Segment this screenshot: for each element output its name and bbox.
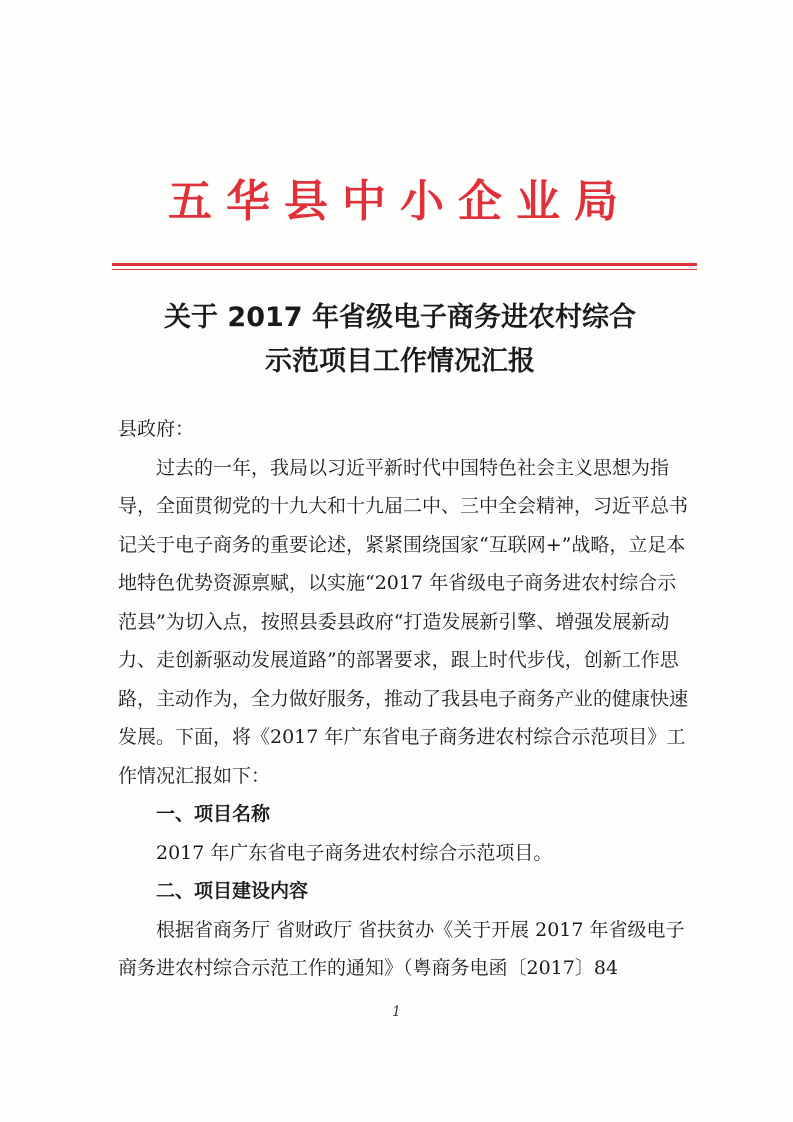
section-heading: 一、项目名称 [156,803,271,825]
letterhead-org-name: 五华县中小企业局 [168,176,632,227]
document-title [110,296,690,384]
salutation: 县政府： [118,418,195,440]
page-number: 1 [392,1004,401,1020]
body-paragraph: 过去的一年，我局以习近平新时代中国特色社会主义思想为指导，全面贯彻党的十九大和十九届二中、三中全会精神，习近平总书记关于电子商务的重要论述，紧紧围绕国家“互联网+”战略，立足本地特色优势资源禀赋，以实施“2017 年省级电子商务进农村综合示范县”为切入点，按照县委县政府“打造发展新引擎、增强发展新动力、走创新驱动发展道路”的部署要求，跟上时代步伐，创新工作思路，主动作为，全力做好服务，推动了我县电子商务产业的健康快速发展。下面，将《2017 年广东省电子商务进农村综合示范项目》工作情况汇报如下： [118,456,689,787]
document-body [118,410,688,988]
letterhead-red-rule-thin [112,269,697,270]
letterhead-red-rule [112,263,697,266]
body-paragraph: 根据省商务厅 省财政厅 省扶贫办《关于开展 2017 年省级电子商务进农村综合示范工作的通知》（粤商务电函〔2017〕84 [118,918,685,979]
body-paragraph: 2017 年广东省电子商务进农村综合示范项目。 [156,841,553,864]
section-heading: 二、项目建设内容 [156,880,309,902]
document-title-line-2: 示范项目工作情况汇报 [265,346,535,377]
document-title-line-1: 关于 2017 年省级电子商务进农村综合 [164,302,636,333]
